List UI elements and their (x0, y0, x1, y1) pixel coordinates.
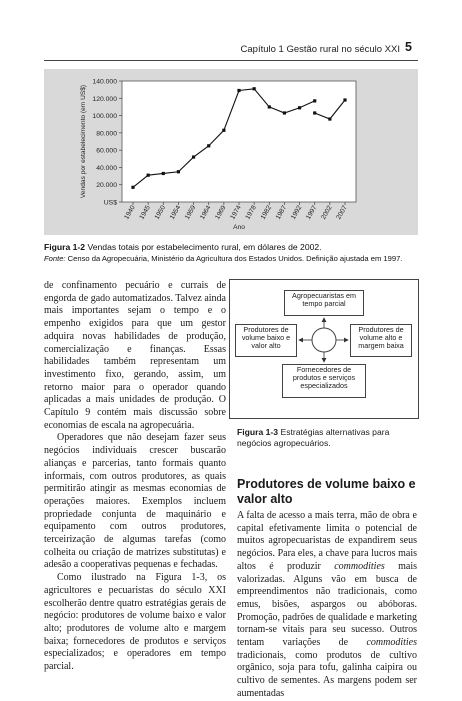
data-point (207, 144, 210, 147)
x-tick-label: 1954 (168, 204, 183, 221)
paragraph-3: Como ilustrado na Figura 1-3, os agricultores e pecuaristas do século XXI escolherão dentre quatro estratégias gerais de negócio: produtores de volume baixo e valor alto; produtores de volume alto e margem baixa; fornecedores de produtos e serviços especializados; e operadores em tempo parcial. (44, 572, 226, 673)
x-tick-label: 2007 (335, 204, 349, 221)
left-column-text (44, 280, 226, 674)
x-tick-label: 1959 (183, 204, 198, 221)
section-heading: Produtores de volume baixo e valor alto (237, 477, 416, 506)
diagram-box-top: Agropecuaristas em tempo parcial (284, 290, 364, 316)
figure-1-2-caption-text: Vendas totais por estabelecimento rural, em dólares de 2002. (87, 242, 322, 252)
section-body (237, 510, 417, 701)
diagram-box-bottom: Fornecedores de produtos e serviços especializados (282, 364, 366, 398)
data-point (177, 170, 180, 173)
figure-1-3-caption (237, 427, 417, 449)
x-tick-label: 1987 (274, 204, 289, 221)
figure-1-2-source-text: Censo da Agropecuária, Ministério da Agricultura dos Estados Unidos. Definição ajustada em 1997. (67, 254, 403, 263)
diagram-center-circle (312, 328, 336, 352)
x-tick-label: 1964 (199, 204, 213, 221)
section-body-part-1: A falta de acesso a mais terra, mão de obra e capital efetivamente limita o potencial de muitos agropecuaristas de expandirem seus negócios. Para eles, a chave para lucros mais altos é produzir (237, 510, 417, 572)
y-tick-label: 140.000 (92, 78, 117, 86)
x-tick-label: 1974 (229, 204, 243, 221)
y-axis-label: Vendas por estabelecimento (em US$) (80, 84, 87, 199)
diagram-box-left: Produtores de volume baixo e valor alto (235, 324, 297, 357)
x-axis-label: Ano (233, 224, 245, 231)
paragraph-2: Operadores que não desejam fazer seus negócios individuais crescer buscarão alianças e parcerias, tanto formais quanto informais, com outros produtores, as quais permitirão atingir as mesmas economias de operações maiores. Exemplos incluem propriedade conjunta de maquinário e equipamento com outros produtores, terceirização de algumas tarefas (como colheita ou criação de matrizes substitutas) e adesão a cooperativas pequenas e fechadas. (44, 432, 226, 571)
y-tick-label: 100.000 (92, 113, 117, 121)
data-point (268, 105, 271, 108)
data-point (343, 98, 346, 101)
data-point (192, 155, 195, 158)
running-header: Capítulo 1 Gestão rural no século XXI (240, 44, 400, 55)
page-number: 5 (405, 40, 412, 54)
figure-1-2-caption (44, 241, 424, 265)
data-point (162, 172, 165, 175)
data-point (313, 99, 316, 102)
x-tick-label: 1992 (289, 204, 304, 221)
data-point (328, 117, 331, 120)
figure-1-2-label: Figura 1-2 (44, 242, 86, 252)
figure-1-3-label: Figura 1-3 (237, 427, 279, 437)
plot-area (122, 81, 356, 202)
y-tick-label: 20.000 (96, 182, 117, 190)
section-body-italic-1: commodities (334, 560, 385, 572)
section-body-part-3: tradicionais, como produtos de cultivo orgânico, soja para tofu, galinha caipira ou cultivo de sementes. As margens podem ser aumentadas (237, 649, 417, 699)
line-chart (44, 69, 418, 235)
y-tick-label: US$ (103, 199, 117, 207)
header-rule (44, 60, 418, 61)
y-tick-label: 60.000 (96, 147, 117, 155)
x-tick-label: 1969 (214, 204, 228, 221)
x-tick-label: 1978 (244, 204, 258, 221)
data-point (298, 106, 301, 109)
figure-1-3-caption-text: Estratégias alternativas para negócios agropecuários. (237, 427, 390, 448)
x-tick-label: 1945 (138, 204, 152, 221)
x-tick-label: 1982 (259, 204, 274, 221)
data-point (313, 111, 316, 114)
diagram-box-right: Produtores de volume alto e margem baixa (350, 324, 412, 357)
section-body-italic-2: commodities (366, 637, 417, 649)
data-point (253, 87, 256, 90)
figure-1-2-chart-panel (44, 69, 418, 235)
figure-1-3-diagram (229, 279, 419, 419)
data-point (237, 89, 240, 92)
x-tick-label: 1997 (305, 204, 319, 221)
data-point (222, 129, 225, 132)
x-tick-label: 1950 (153, 204, 168, 221)
data-point (283, 111, 286, 114)
y-tick-label: 40.000 (96, 164, 117, 172)
figure-1-2-source-label: Fonte: (44, 254, 66, 263)
section-body-part-2: mais valorizadas. Alguns vão em busca de empreendimentos não tradicionais, como emus, bisões, aspargos ou abóboras. Promoção, padrões de qualidade e marketing tornam-se vitais para seu sucesso. Outros tentam variações de (237, 560, 418, 649)
y-tick-label: 80.000 (96, 130, 117, 138)
x-tick-label: 2002 (320, 204, 334, 221)
data-point (131, 186, 134, 189)
paragraph-1: de confinamento pecuário e currais de engorda de gado automatizados. Talvez ainda mais importantes sejam o tempo e o empenho exigidos para que um gestor adquira novas habilidades de produção, comercialização e finanças. Essas habilidades também representam um investimento fixo, gerando, assim, um retorno maior para o operador quando aplicadas a mais unidades de produção. O Capítulo 9 contém mais discussão sobre economias de escala na agropecuária. (44, 280, 226, 431)
data-point (147, 174, 150, 177)
y-tick-label: 120.000 (92, 95, 117, 103)
x-tick-label: 1940 (123, 204, 137, 221)
